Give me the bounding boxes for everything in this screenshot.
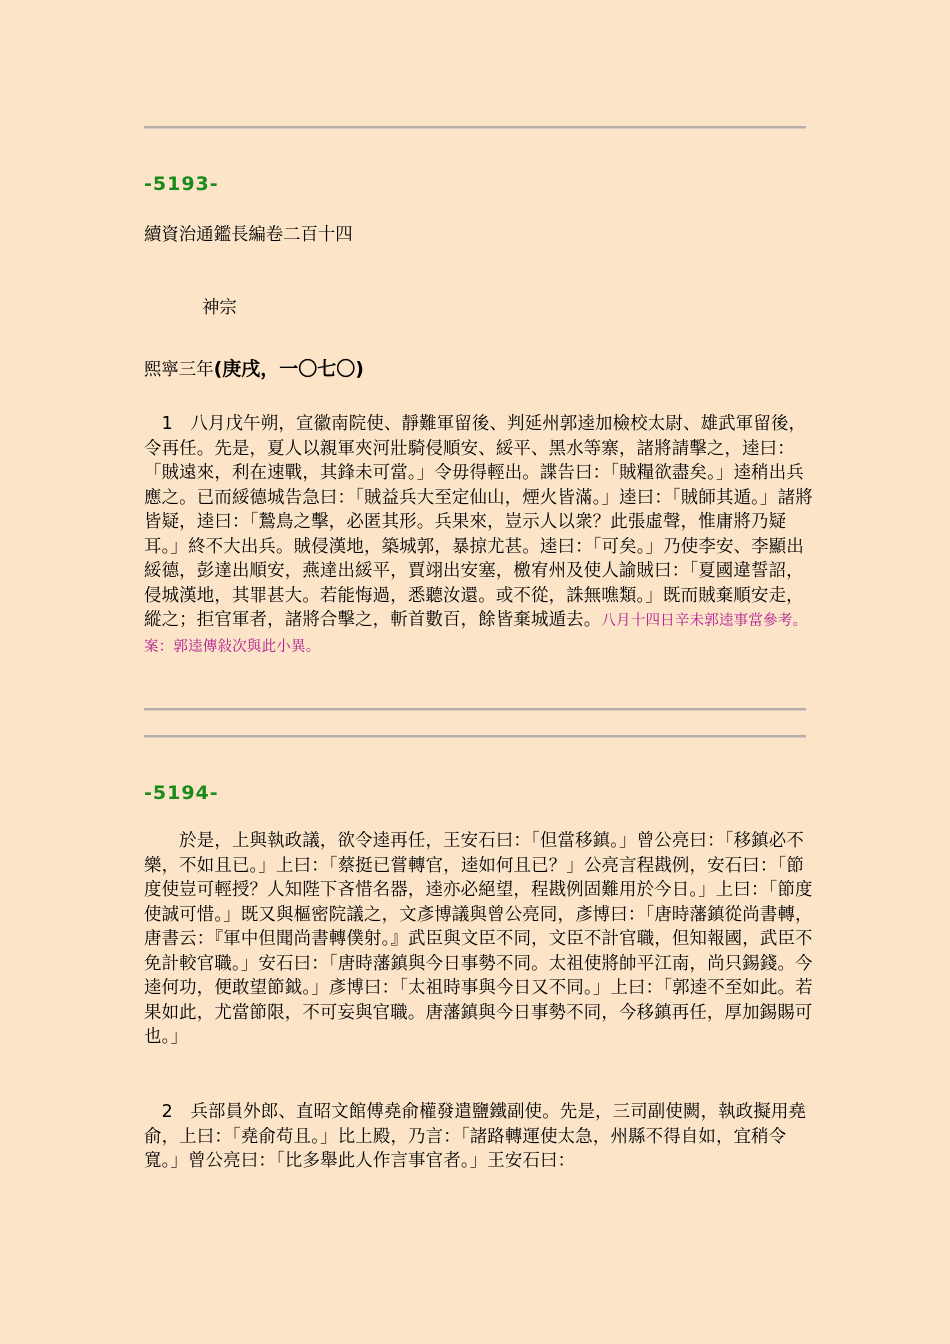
year-prefix: 熙寧三年 [144,360,214,380]
book-title: 續資治通鑑長編卷二百十四 [144,225,353,245]
page-number: -5193- [144,173,219,195]
page-number: -5194- [144,782,219,804]
body-paragraph: 於是，上與執政議，欲令逵再任，王安石曰：「但當移鎮。」曾公亮曰：「移鎮必不樂，不如且已。」上曰：「蔡挺已嘗轉官，逵如何且已？」公亮言程戡例，安石曰：「節度使豈可輕授？人知陛下吝惜名器，逵亦必絕望，程戡例固難用於今日。」上曰：「節度使誠可惜。」既又與樞密院議之，文彥博議與曾公亮同，彥博曰：「唐時藩鎮從尚書轉，唐書云：『軍中但聞尚書轉僕射。』武臣與文臣不同，文臣不計官職，但知報國，武臣不免計較官職。」安石曰：「唐時藩鎮與今日事勢不同。太祖使將帥平江南，尚只錫錢。今逵何功，便敢望節鉞。」彥博曰：「太祖時事與今日又不同。」上曰：「郭逵不至如此。若果如此，尤當節限，不可妄與官職。唐藩鎮與今日事勢不同，今移鎮再任，厚加錫賜可也。」 [144,831,813,1047]
top-divider [144,126,806,129]
year-heading [144,354,364,381]
entry-note: 八月十四日辛未郭逵事當參考。案：郭逵傳敍次與此小異。 [144,613,808,655]
section-end-divider [144,708,806,711]
emperor-heading: 神宗 [202,298,237,318]
entry-text: 1 八月戊午朔，宣徽南院使、靜難軍留後、判延州郭逵加檢校太尉、雄武軍留後，令再任。先是，夏人以親軍夾河壯騎侵順安、綏平、黑水等寨，諸將請擊之，逵曰：「賊遠來，利在速戰，其鋒未可當。」令毋得輕出。諜告曰：「賊糧欲盡矣。」逵稍出兵應之。已而綏德城告急曰：「賊益兵大至定仙山，煙火皆滿。」逵曰：「賊師其遁。」諸將皆疑，逵曰：「鷙鳥之擊，必匿其形。兵果來，豈示人以衆？此張虛聲，惟庸將乃疑耳。」終不大出兵。賊侵漢地，築城郭，暴掠尤甚。逵曰：「可矣。」乃使李安、李顯出綏德，彭達出順安，燕達出綏平，賈翊出安塞，檄宥州及使人諭賊曰：「夏國違誓詔，侵城漢地，其罪甚大。若能悔過，悉聽汝還。或不從，誅無噍類。」既而賊棄順安走，縱之；拒官軍者，諸將合擊之，斬首數百，餘皆棄城遁去。 [144,414,813,630]
entry-paragraph: 2 兵部員外郎、直昭文館傅堯俞權發遣鹽鐵副使。先是，三司副使闕，執政擬用堯俞，上曰：「堯俞苟且。」比上殿，乃言：「諸路轉運使太急，州縣不得自如，宜稍令寬。」曾公亮曰：「比多舉此人作言事官者。」王安石曰： [144,1102,807,1171]
section-start-divider [144,735,806,738]
entry-paragraph [144,412,814,659]
year-paren: (庚戌，一〇七〇) [213,358,364,380]
